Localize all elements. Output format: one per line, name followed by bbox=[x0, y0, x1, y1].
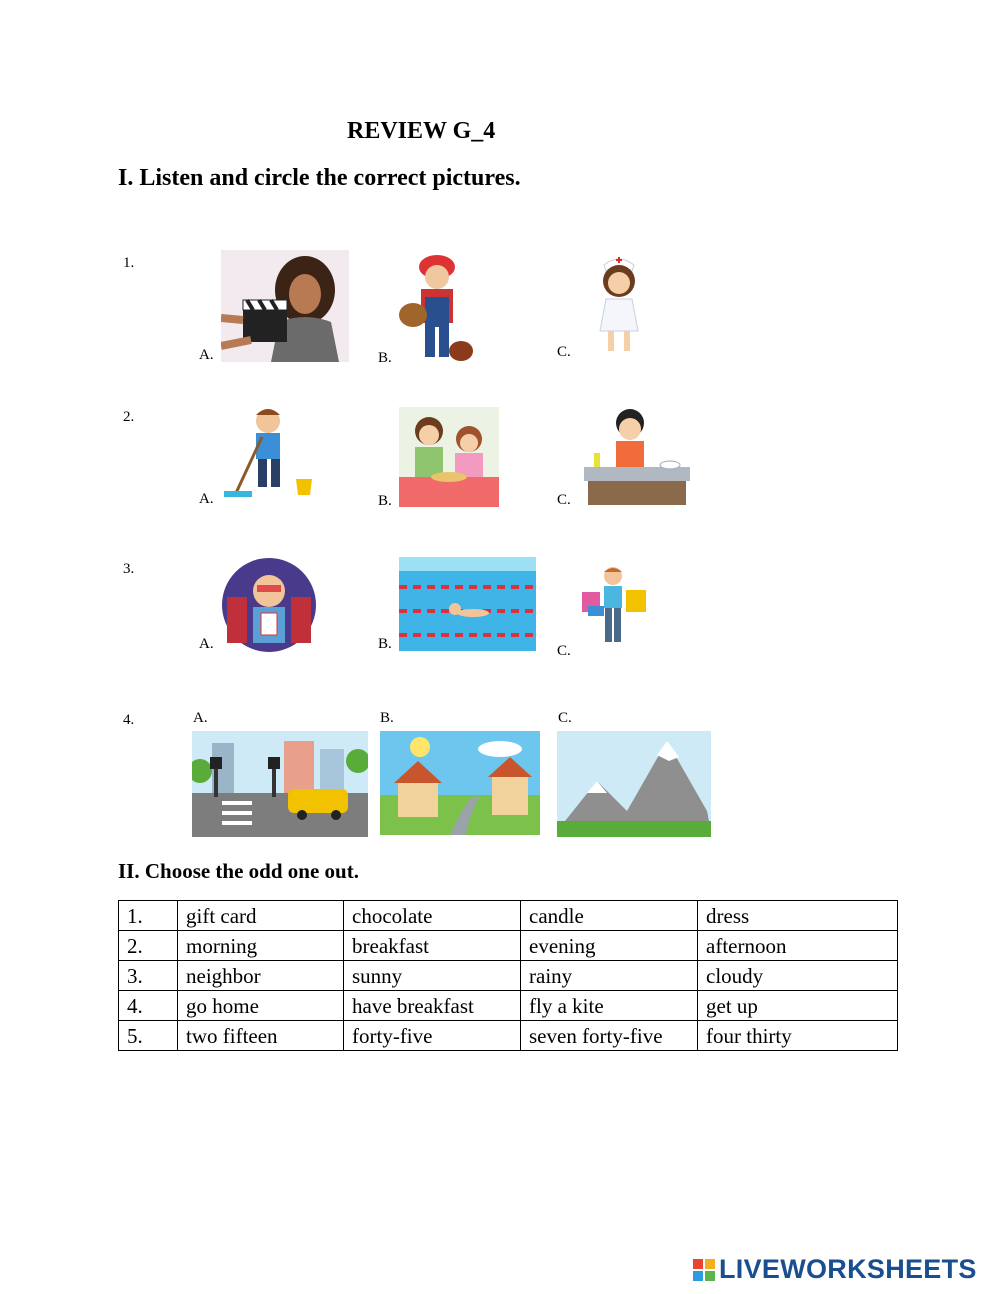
mountains-picture[interactable] bbox=[557, 731, 711, 837]
word-option[interactable]: dress bbox=[698, 901, 898, 931]
table-row bbox=[119, 901, 898, 931]
word-option[interactable]: afternoon bbox=[698, 931, 898, 961]
boy-mopping-picture[interactable] bbox=[222, 407, 318, 499]
word-option[interactable]: rainy bbox=[521, 961, 698, 991]
row-number: 4. bbox=[119, 991, 178, 1021]
word-option[interactable]: gift card bbox=[178, 901, 344, 931]
section-2-heading: II. Choose the odd one out. bbox=[118, 859, 359, 883]
girl-washing-dishes-picture[interactable] bbox=[580, 407, 690, 505]
question-4-number: 4. bbox=[123, 712, 135, 728]
q4-option-a-label: A. bbox=[193, 710, 208, 726]
word-option[interactable]: neighbor bbox=[178, 961, 344, 991]
question-2-number: 2. bbox=[123, 409, 135, 425]
word-option[interactable]: fly a kite bbox=[521, 991, 698, 1021]
word-option[interactable]: two fifteen bbox=[178, 1021, 344, 1051]
cinema-picture[interactable] bbox=[221, 557, 317, 653]
word-option[interactable]: candle bbox=[521, 901, 698, 931]
word-option[interactable]: cloudy bbox=[698, 961, 898, 991]
word-option[interactable]: go home bbox=[178, 991, 344, 1021]
table-row bbox=[119, 991, 898, 1021]
q2-option-b-label: B. bbox=[378, 493, 392, 509]
word-option[interactable]: sunny bbox=[344, 961, 521, 991]
row-number: 3. bbox=[119, 961, 178, 991]
logo-text: LIVEWORKSHEETS bbox=[719, 1254, 977, 1284]
table-row bbox=[119, 961, 898, 991]
q2-option-c-label: C. bbox=[557, 492, 571, 508]
word-option[interactable]: forty-five bbox=[344, 1021, 521, 1051]
q1-option-a-label: A. bbox=[199, 347, 214, 363]
page-title: REVIEW G_4 bbox=[347, 118, 496, 144]
q3-option-a-label: A. bbox=[199, 636, 214, 652]
nurse-picture[interactable] bbox=[592, 253, 646, 357]
man-shopping-picture[interactable] bbox=[578, 566, 648, 650]
q4-option-c-label: C. bbox=[558, 710, 572, 726]
q3-option-b-label: B. bbox=[378, 636, 392, 652]
liveworksheets-icon bbox=[693, 1259, 715, 1281]
question-1-number: 1. bbox=[123, 255, 135, 271]
section-1-heading: I. Listen and circle the correct pictures. bbox=[118, 165, 521, 191]
row-number: 2. bbox=[119, 931, 178, 961]
word-option[interactable]: get up bbox=[698, 991, 898, 1021]
row-number: 1. bbox=[119, 901, 178, 931]
q4-option-b-label: B. bbox=[380, 710, 394, 726]
odd-one-out-table bbox=[118, 900, 898, 1051]
row-number: 5. bbox=[119, 1021, 178, 1051]
word-option[interactable]: chocolate bbox=[344, 901, 521, 931]
q1-option-b-label: B. bbox=[378, 350, 392, 366]
table-row bbox=[119, 931, 898, 961]
word-option[interactable]: seven forty-five bbox=[521, 1021, 698, 1051]
girls-cooking-picture[interactable] bbox=[399, 407, 499, 507]
farmer-picture[interactable] bbox=[399, 253, 475, 363]
word-option[interactable]: have breakfast bbox=[344, 991, 521, 1021]
q1-option-c-label: C. bbox=[557, 344, 571, 360]
word-option[interactable]: evening bbox=[521, 931, 698, 961]
countryside-village-picture[interactable] bbox=[380, 731, 540, 835]
question-3-number: 3. bbox=[123, 561, 135, 577]
swimming-pool-picture[interactable] bbox=[399, 557, 536, 651]
word-option[interactable]: morning bbox=[178, 931, 344, 961]
word-option[interactable]: four thirty bbox=[698, 1021, 898, 1051]
liveworksheets-logo[interactable] bbox=[693, 1254, 977, 1285]
city-street-picture[interactable] bbox=[192, 731, 368, 837]
director-clapperboard-picture[interactable] bbox=[221, 250, 349, 362]
q3-option-c-label: C. bbox=[557, 643, 571, 659]
word-option[interactable]: breakfast bbox=[344, 931, 521, 961]
q2-option-a-label: A. bbox=[199, 491, 214, 507]
table-row bbox=[119, 1021, 898, 1051]
